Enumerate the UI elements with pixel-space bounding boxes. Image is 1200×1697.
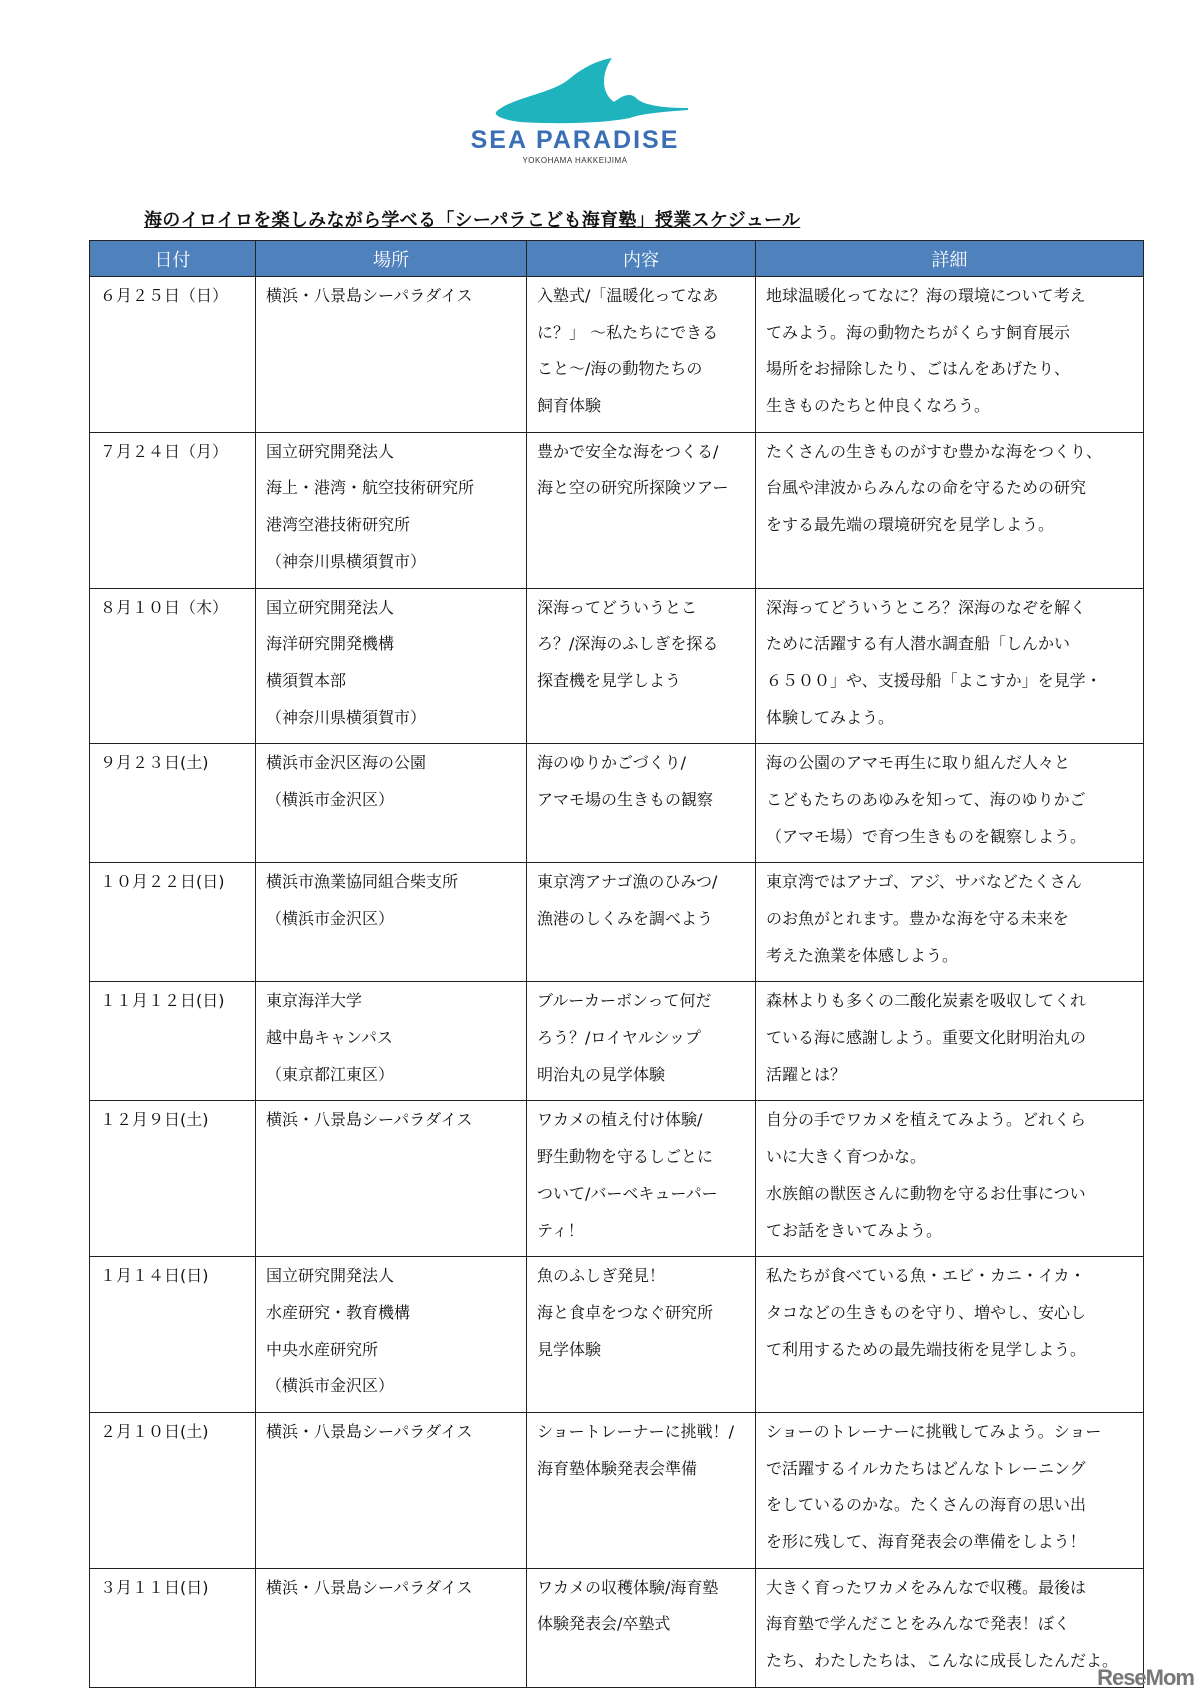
cell-place-line: 東京海洋大学 [266, 991, 363, 1011]
cell-detail [756, 432, 1144, 588]
cell-detail-line: （アマモ場）で育つ生きものを観察しよう。 [766, 826, 1087, 846]
schedule-table [89, 240, 1144, 1688]
cell-detail-line: 私たちが食べている魚・エビ・カニ・イカ・ [766, 1266, 1086, 1286]
cell-detail-line: タコなどの生きものを守り、増やし、安心し [766, 1302, 1087, 1322]
cell-detail-line: いに大きく育つかな。 [766, 1147, 927, 1167]
cell-place-line: （東京都江東区） [266, 1064, 395, 1084]
sea-paradise-logo [440, 50, 710, 170]
cell-detail-line: 大きく育ったワカメをみんなで収穫。最後は [766, 1577, 1087, 1597]
cell-place-line: 横浜・八景島シーパラダイス [266, 1421, 473, 1441]
table-row [90, 432, 1144, 588]
cell-place [256, 863, 527, 982]
cell-detail [756, 982, 1144, 1101]
cell-date [90, 1257, 256, 1413]
cell-date [90, 588, 256, 744]
header-date: 日付 [90, 241, 256, 277]
cell-detail-line: 生きものたちと仲良くなろう。 [766, 396, 991, 416]
cell-place [256, 982, 527, 1101]
header-place: 場所 [256, 241, 527, 277]
cell-date [90, 277, 256, 433]
cell-content-line: 豊かで安全な海をつくる/ [537, 441, 719, 461]
cell-place [256, 432, 527, 588]
cell-content-line: ワカメの植え付け体験/ [537, 1110, 703, 1130]
table-row [90, 982, 1144, 1101]
cell-date-text: ９月２３日(土) [100, 753, 209, 773]
cell-detail-line: をしているのかな。たくさんの海育の思い出 [766, 1495, 1087, 1515]
cell-content [527, 277, 756, 433]
table-row [90, 744, 1144, 863]
cell-date-text: ７月２４日（月） [100, 441, 229, 461]
cell-place-line: （横浜市金沢区） [266, 909, 395, 928]
cell-content-line: 体験発表会/卒塾式 [537, 1614, 671, 1634]
cell-date [90, 1101, 256, 1257]
cell-detail-line: てお話をきいてみよう。 [766, 1220, 943, 1240]
table-row [90, 1412, 1144, 1568]
cell-place-line: 横須賀本部 [266, 670, 347, 690]
cell-date-text: １月１４日(日) [100, 1266, 209, 1286]
cell-detail-line: 台風や津波からみんなの命を守るための研究 [766, 478, 1087, 498]
cell-content-line: に？」 ～私たちにできる [537, 322, 719, 342]
cell-detail-line: 東京湾ではアナゴ、アジ、サバなどたくさん [766, 872, 1082, 892]
cell-detail-line: 地球温暖化ってなに？海の環境について考え [766, 286, 1086, 305]
cell-place-line: 海上・港湾・航空技術研究所 [266, 478, 475, 498]
cell-date-text: ６月２５日（日） [100, 286, 229, 305]
cell-content-line: 海育塾体験発表会準備 [537, 1458, 698, 1478]
cell-detail [756, 1412, 1144, 1568]
cell-place-line: 横浜・八景島シーパラダイス [266, 1110, 473, 1130]
cell-detail-line: たち、わたしたちは、こんなに成長したんだよ。 [766, 1651, 1119, 1671]
cell-date-text: ２月１０日(土) [100, 1421, 209, 1441]
cell-date [90, 1412, 256, 1568]
cell-date [90, 863, 256, 982]
cell-place-line: 国立研究開発法人 [266, 1266, 395, 1286]
table-row [90, 1568, 1144, 1687]
cell-content-line: 海のゆりかごづくり/ [537, 753, 687, 773]
cell-content [527, 744, 756, 863]
cell-date [90, 744, 256, 863]
cell-content-line: 東京湾アナゴ漁のひみつ/ [537, 872, 718, 892]
cell-detail-line: ために活躍する有人潜水調査船「しんかい [766, 634, 1071, 654]
cell-content-line: 漁港のしくみを調べよう [537, 909, 714, 928]
cell-detail-line: 海育塾で学んだことをみんなで発表！ぼく [766, 1614, 1071, 1634]
header-content: 内容 [527, 241, 756, 277]
cell-date-text: １０月２２日(日) [100, 872, 225, 892]
cell-detail [756, 744, 1144, 863]
cell-detail-line: こどもたちのあゆみを知って、海のゆりかご [766, 789, 1086, 809]
cell-content-line: 野生動物を守るしごとに [537, 1147, 714, 1167]
cell-detail-line: をする最先端の環境研究を見学しよう。 [766, 515, 1055, 535]
cell-detail-line: を形に残して、海育発表会の準備をしよう！ [766, 1532, 1086, 1551]
cell-detail-line: 深海ってどういうところ？深海のなぞを解く [766, 597, 1087, 617]
cell-date [90, 1568, 256, 1687]
cell-content [527, 1412, 756, 1568]
cell-place-line: 港湾空港技術研究所 [266, 515, 411, 535]
cell-content-line: 海と空の研究所探険ツアー [537, 478, 729, 498]
cell-detail-line: 森林よりも多くの二酸化炭素を吸収してくれ [766, 991, 1087, 1011]
cell-place-line: 海洋研究開発機構 [266, 634, 395, 654]
table-row [90, 277, 1144, 433]
cell-content [527, 863, 756, 982]
cell-detail [756, 863, 1144, 982]
table-row [90, 863, 1144, 982]
cell-detail-line: のお魚がとれます。豊かな海を守る未来を [766, 909, 1069, 928]
cell-date-text: ３月１１日(日) [100, 1577, 209, 1597]
manta-fin-icon [490, 58, 690, 128]
logo-text: SEA PARADISE [470, 126, 680, 154]
cell-content [527, 588, 756, 744]
cell-content-line: ろ？/深海のふしぎを探る [537, 634, 719, 654]
cell-detail [756, 588, 1144, 744]
cell-content-line: 海と食卓をつなぐ研究所 [537, 1302, 714, 1322]
cell-detail [756, 1101, 1144, 1257]
cell-content [527, 1568, 756, 1687]
cell-content-line: ショートレーナーに挑戦！/ [537, 1421, 735, 1441]
cell-place [256, 1257, 527, 1413]
cell-content-line: ついて/バーベキューパー [537, 1183, 718, 1203]
cell-detail-line: 場所をお掃除したり、ごはんをあげたり、 [766, 359, 1071, 379]
cell-content-line: ティ！ [537, 1220, 584, 1240]
cell-detail-line: 水族館の獣医さんに動物を守るお仕事につい [766, 1183, 1086, 1203]
cell-detail-line: 活躍とは？ [766, 1064, 847, 1084]
cell-date-text: １１月１２日(日) [100, 991, 225, 1011]
cell-date [90, 982, 256, 1101]
cell-content-line: 魚のふしぎ発見！ [537, 1266, 666, 1286]
header-detail: 詳細 [756, 241, 1144, 277]
cell-detail-line: 海の公園のアマモ再生に取り組んだ人々と [766, 753, 1071, 773]
cell-place-line: 水産研究・教育機構 [266, 1302, 411, 1322]
cell-place-line: 横浜市漁業協同組合柴支所 [266, 872, 459, 892]
cell-content [527, 1101, 756, 1257]
logo-subtitle: YOKOHAMA HAKKEIJIMA [522, 156, 628, 165]
cell-place [256, 1412, 527, 1568]
page-title: 海のイロイロを楽しみながら学べる「シーパラこども海育塾」授業スケジュール [144, 210, 801, 231]
cell-detail-line: てみよう。海の動物たちがくらす飼育展示 [766, 322, 1071, 342]
cell-content-line: こと～/海の動物たちの [537, 359, 703, 379]
cell-content-line: 探査機を見学しよう [537, 670, 682, 690]
cell-content-line: 飼育体験 [537, 396, 602, 416]
cell-content-line: 明治丸の見学体験 [537, 1064, 666, 1084]
table-row [90, 1257, 1144, 1413]
cell-place [256, 588, 527, 744]
cell-content [527, 432, 756, 588]
cell-detail-line: ショーのトレーナーに挑戦してみよう。ショー [766, 1421, 1102, 1441]
cell-place-line: （神奈川県横須賀市） [266, 551, 427, 571]
cell-content-line: 深海ってどういうとこ [537, 597, 698, 617]
table-row [90, 1101, 1144, 1257]
cell-date [90, 432, 256, 588]
cell-place-line: 横浜・八景島シーパラダイス [266, 1577, 473, 1597]
cell-date-text: １２月９日(土) [100, 1110, 209, 1130]
cell-place [256, 1101, 527, 1257]
cell-place-line: 越中島キャンパス [266, 1028, 393, 1048]
cell-detail [756, 277, 1144, 433]
cell-detail-line: て利用するための最先端技術を見学しよう。 [766, 1339, 1087, 1359]
cell-detail [756, 1568, 1144, 1687]
cell-detail-line: 自分の手でワカメを植えてみよう。どれくら [766, 1110, 1087, 1130]
resemom-watermark: ReseMom [1097, 1665, 1194, 1690]
cell-place-line: 国立研究開発法人 [266, 441, 395, 461]
cell-detail-line: で活躍するイルカたちはどんなトレーニング [766, 1458, 1086, 1478]
cell-date-text: ８月１０日（木） [100, 597, 229, 617]
cell-content [527, 982, 756, 1101]
cell-content [527, 1257, 756, 1413]
cell-place-line: 国立研究開発法人 [266, 597, 395, 617]
cell-place [256, 277, 527, 433]
table-row [90, 588, 1144, 744]
cell-place-line: 横浜・八景島シーパラダイス [266, 286, 473, 305]
table-header-row [90, 241, 1144, 277]
cell-detail-line: たくさんの生きものがすむ豊かな海をつくり、 [766, 441, 1103, 461]
cell-place-line: （神奈川県横須賀市） [266, 707, 427, 727]
cell-place-line: （横浜市金沢区） [266, 1376, 395, 1396]
cell-detail-line: ６５００」や、支援母船「よこすか」を見学・ [766, 670, 1102, 690]
cell-place-line: 中央水産研究所 [266, 1339, 379, 1359]
cell-content-line: アマモ場の生きもの観察 [537, 789, 714, 809]
cell-content-line: ろう？/ロイヤルシップ [537, 1028, 702, 1048]
cell-content-line: ブルーカーボンって何だ [537, 991, 712, 1011]
cell-detail-line: 考えた漁業を体感しよう。 [766, 945, 959, 965]
cell-detail-line: ている海に感謝しよう。重要文化財明治丸の [766, 1028, 1087, 1048]
cell-content-line: ワカメの収穫体験/海育塾 [537, 1577, 719, 1597]
cell-detail-line: 体験してみよう。 [766, 707, 895, 727]
cell-place-line: （横浜市金沢区） [266, 789, 395, 809]
cell-place [256, 1568, 527, 1687]
cell-content-line: 入塾式/「温暖化ってなあ [537, 286, 719, 305]
cell-content-line: 見学体験 [537, 1339, 602, 1359]
cell-place-line: 横浜市金沢区海の公園 [266, 753, 427, 773]
cell-detail [756, 1257, 1144, 1413]
cell-place [256, 744, 527, 863]
